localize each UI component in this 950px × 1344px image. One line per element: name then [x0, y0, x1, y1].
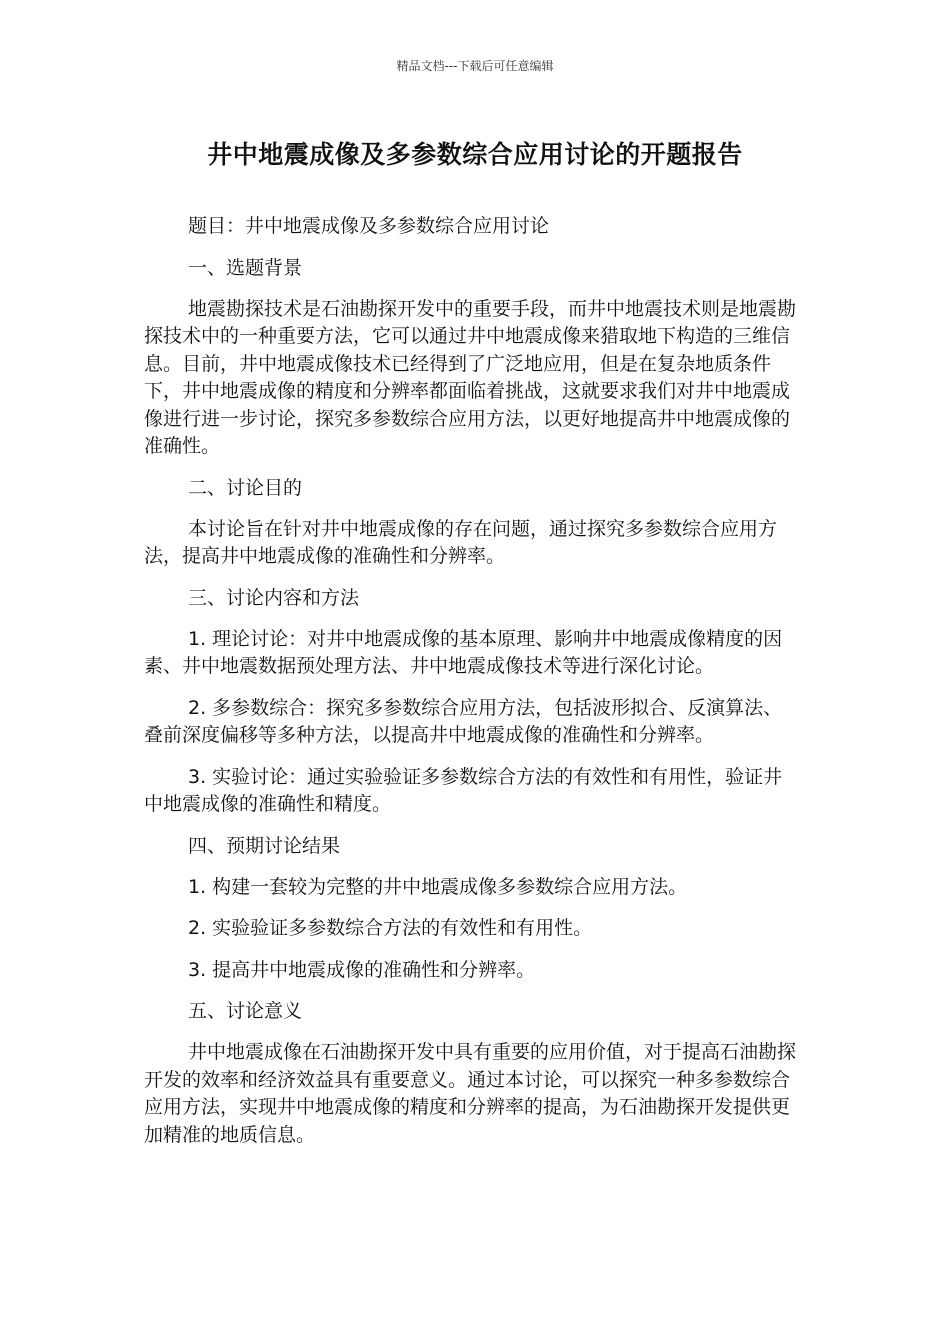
subject-line: 题目：井中地震成像及多参数综合应用讨论: [188, 215, 550, 237]
section-heading-significance: 五、讨论意义: [188, 1000, 303, 1022]
paragraph-background: 地震勘探技术是石油勘探开发中的重要手段，而井中地震技术则是地震勘探技术中的一种重要方法，它可以通过井中地震成像来猎取地下构造的三维信息。目前，井中地震成像技术已经得到了广泛地应用，但是在复杂地质条件下，井中地震成像的精度和分辨率都面临着挑战，这就要求我们对井中地震成像进行进一步讨论，探究多参数综合应用方法，以更好地提高井中地震成像的准确性。: [144, 297, 797, 457]
list-item-result-1: 1. 构建一套较为完整的井中地震成像多参数综合应用方法。: [188, 875, 688, 898]
list-item-result-2: 2. 实验验证多参数综合方法的有效性和有用性。: [188, 917, 593, 939]
section-heading-purpose: 二、讨论目的: [188, 476, 303, 499]
page-header-note: 精品文档---下载后可任意编辑: [396, 59, 554, 73]
document-title: 井中地震成像及多参数综合应用讨论的开题报告: [207, 140, 743, 169]
document-body: [144, 213, 800, 1163]
list-item-multi-parameter: 2. 多参数综合：探究多参数综合应用方法，包括波形拟合、反演算法、叠前深度偏移等多种方法，以提高井中地震成像的准确性和分辨率。: [144, 696, 783, 746]
list-item-experiment: 3. 实验讨论：通过实验验证多参数综合方法的有效性和有用性，验证井中地震成像的准确性和精度。: [144, 765, 783, 815]
section-heading-expected-results: 四、预期讨论结果: [188, 834, 341, 857]
paragraph-purpose: 本讨论旨在针对井中地震成像的存在问题，通过探究多参数综合应用方法，提高井中地震成像的准确性和分辨率。: [144, 517, 778, 567]
paragraph-significance: 井中地震成像在石油勘探开发中具有重要的应用价值，对于提高石油勘探开发的效率和经济效益具有重要意义。通过本讨论，可以探究一种多参数综合应用方法，实现井中地震成像的精度和分辨率的提高，为石油勘探开发提供更加精准的地质信息。: [144, 1041, 797, 1146]
list-item-result-3: 3. 提高井中地震成像的准确性和分辨率。: [188, 958, 536, 981]
section-heading-content-methods: 三、讨论内容和方法: [188, 586, 360, 609]
section-heading-background: 一、选题背景: [188, 256, 303, 279]
list-item-theory: 1. 理论讨论：对井中地震成像的基本原理、影响井中地震成像精度的因素、井中地震数据预处理方法、井中地震成像技术等进行深化讨论。: [144, 627, 783, 677]
